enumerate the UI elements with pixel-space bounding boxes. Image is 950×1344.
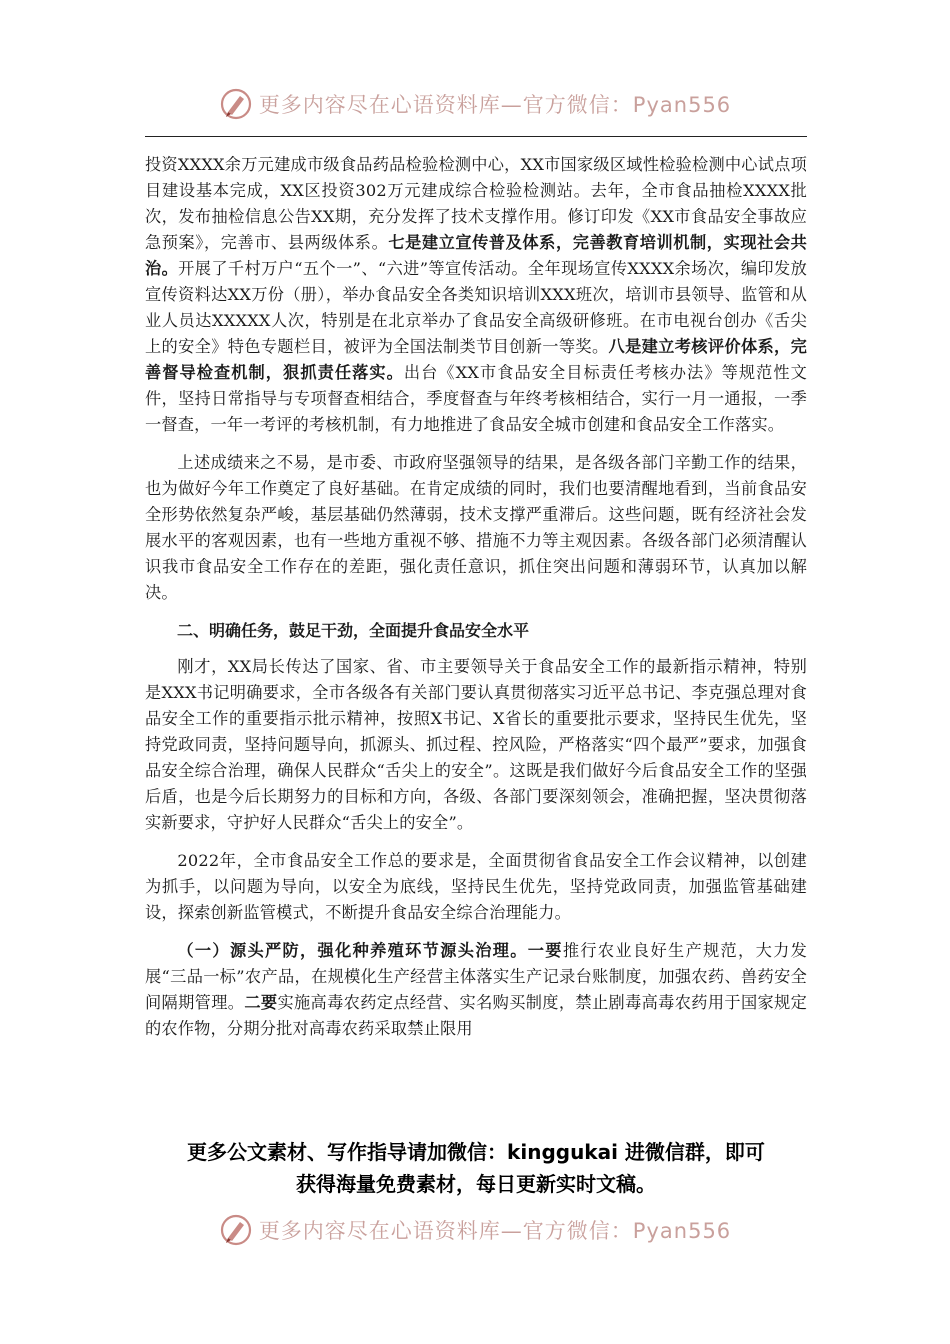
watermark-text: 更多内容尽在心语资料库—官方微信：Pyan556 <box>258 93 732 117</box>
pen-logo-icon <box>219 87 253 121</box>
footer-watermark <box>0 1210 950 1250</box>
paragraph: （一）源头严防，强化种养殖环节源头治理。一要推行农业良好生产规范，大力发展“三品一标”农产品，在规模化生产经营主体落实生产记录台账制度，加强农药、兽药安全间隔期管理。二要实施高毒农药定点经营、实名购买制度，禁止剧毒高毒农药用于国家规定的农作物，分期分批对高毒农药采取禁止限用 <box>145 941 807 1038</box>
paragraph: 投资XXXX余万元建成市级食品药品检验检测中心，XX市国家级区域性检验检测中心试点项目建设基本完成，XX区投资302万元建成综合检验检测站。去年，全市食品抽检XXXX批次，发布抽检信息公告XX期，充分发挥了技术支撑作用。修订印发《XX市食品安全事故应急预案》，完善市、县两级体系。七是建立宣传普及体系，完善教育培训机制，实现社会共治。开展了千村万户“五个一”、“六进”等宣传活动。全年现场宣传XXXX余场次，编印发放宣传资料达XX万份（册），举办食品安全各类知识培训XXX班次，培训市县领导、监管和从业人员达XXXXX人次，特别是在北京举办了食品安全高级研修班。在市电视台创办《舌尖上的安全》特色专题栏目，被评为全国法制类节目创新一等奖。八是建立考核评价体系，完善督导检查机制，狠抓责任落实。出台《XX市食品安全目标责任考核办法》等规范性文件，坚持日常指导与专项督查相结合，季度督查与年终考核相结合，实行一月一通报，一季一督查，一年一考评的考核机制，有力地推进了食品安全城市创建和食品安全工作落实。 <box>145 155 807 434</box>
promo-line: 获得海量免费素材，每日更新实时文稿。 <box>296 1172 656 1196</box>
pen-logo-icon <box>219 1213 253 1247</box>
promo-banner <box>145 1136 807 1200</box>
paragraph: 上述成绩来之不易，是市委、市政府坚强领导的结果，是各级各部门辛勤工作的结果，也为做好今年工作奠定了良好基础。在肯定成绩的同时，我们也要清醒地看到，当前食品安全形势依然复杂严峻，基层基础仍然薄弱，技术支撑严重滞后。这些问题，既有经济社会发展水平的客观因素，也有一些地方重视不够、措施不力等主观因素。各级各部门必须清醒认识我市食品安全工作存在的差距，强化责任意识，抓住突出问题和薄弱环节，认真加以解决。 <box>145 453 807 602</box>
promo-line: 更多公文素材、写作指导请加微信：kinggukai 进微信群，即可 <box>187 1140 765 1164</box>
header-divider <box>145 136 807 137</box>
paragraph: 刚才，XX局长传达了国家、省、市主要领导关于食品安全工作的最新指示精神，特别是XXX书记明确要求，全市各级各有关部门要认真贯彻落实习近平总书记、李克强总理对食品安全工作的重要指示批示精神，按照X书记、X省长的重要批示要求，坚持民生优先，坚持党政同责，坚持问题导向，抓源头、抓过程、控风险，严格落实“四个最严”要求，加强食品安全综合治理，确保人民群众“舌尖上的安全”。这既是我们做好今后食品安全工作的坚强后盾，也是今后长期努力的目标和方向，各级、各部门要深刻领会，准确把握，坚决贯彻落实新要求，守护好人民群众“舌尖上的安全”。 <box>145 657 807 832</box>
watermark-text: 更多内容尽在心语资料库—官方微信：Pyan556 <box>258 1219 732 1243</box>
section-heading: 二、明确任务，鼓足干劲，全面提升食品安全水平 <box>177 621 530 640</box>
paragraph: 2022年，全市食品安全工作总的要求是，全面贯彻省食品安全工作会议精神，以创建为抓手，以问题为导向，以安全为底线，坚持民生优先，坚持党政同责，加强监管基础建设，探索创新监管模式，不断提升食品安全综合治理能力。 <box>145 851 807 922</box>
header-watermark <box>0 84 950 124</box>
document-body <box>145 152 807 1054</box>
